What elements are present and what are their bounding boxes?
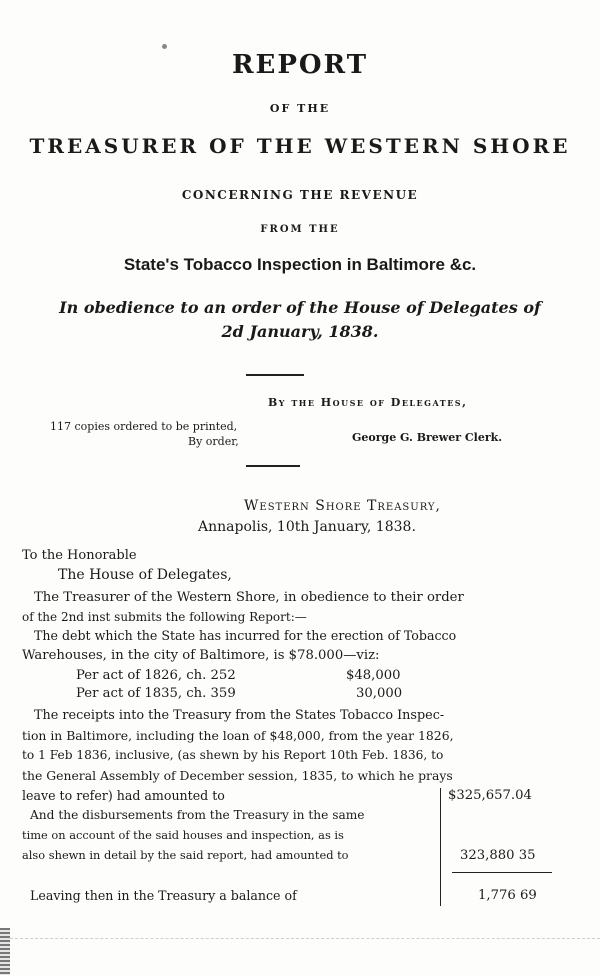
- of-the-line: OF THE: [269, 102, 331, 115]
- inspection-heading: State's Tobacco Inspection in Baltimore &c.: [123, 255, 477, 274]
- order-date: 2d January, 1838.: [221, 322, 379, 341]
- body-line: Warehouses, in the city of Baltimore, is $78.000—viz:: [22, 648, 380, 663]
- act-amount: 30,000: [356, 686, 403, 701]
- clerk-signature: George G. Brewer Clerk.: [352, 431, 503, 444]
- balance-amount: 1,776 69: [478, 888, 537, 903]
- disbursement-line: time on account of the said houses and inspection, as is: [22, 828, 344, 842]
- receipts-line: leave to refer) had amounted to: [22, 788, 225, 803]
- concerning-line: CONCERNING THE REVENUE: [181, 188, 419, 202]
- treasurer-heading: TREASURER OF THE WESTERN SHORE: [29, 134, 571, 158]
- copies-line: 117 copies ordered to be printed,: [50, 420, 238, 433]
- receipts-line: The receipts into the Treasury from the States Tobacco Inspec-: [34, 708, 445, 723]
- disbursement-line: And the disbursements from the Treasury in the same: [30, 808, 365, 822]
- disbursement-line: also shewn in detail by the said report, had amounted to: [22, 848, 349, 862]
- act-label: Per act of 1826, ch. 252: [76, 668, 236, 683]
- ledger-column-rule: [440, 788, 441, 906]
- act-label: Per act of 1835, ch. 359: [76, 686, 236, 701]
- body-line: of the 2nd inst submits the following Report:—: [22, 610, 307, 624]
- salutation-line-2: The House of Delegates,: [58, 567, 232, 583]
- receipts-line: tion in Baltimore, including the loan of $48,000, from the year 1826,: [22, 728, 454, 743]
- report-title: REPORT: [231, 50, 369, 80]
- ink-speck: [162, 44, 167, 49]
- disbursement-amount: 323,880 35: [460, 848, 536, 863]
- by-order-line: By order,: [188, 435, 239, 448]
- body-line: The debt which the State has incurred for the erection of Tobacco: [34, 628, 457, 643]
- from-the-line: FROM THE: [260, 224, 340, 235]
- by-house-line: By the House of Delegates,: [268, 396, 468, 409]
- page-edge-line: [0, 938, 600, 940]
- divider-rule-bottom: [246, 465, 300, 467]
- receipts-line: to 1 Feb 1836, inclusive, (as shewn by his Report 10th Feb. 1836, to: [22, 748, 444, 762]
- treasury-heading: Western Shore Treasury,: [244, 498, 441, 514]
- place-date-line: Annapolis, 10th January, 1838.: [198, 519, 416, 535]
- obedience-line: In obedience to an order of the House of Delegates of: [59, 298, 541, 317]
- divider-rule-top: [246, 374, 304, 376]
- balance-label: Leaving then in the Treasury a balance of: [30, 888, 297, 903]
- body-line: The Treasurer of the Western Shore, in obedience to their order: [34, 590, 464, 605]
- act-amount: $48,000: [346, 668, 401, 683]
- salutation-line-1: To the Honorable: [22, 548, 137, 563]
- receipts-line: the General Assembly of December session, 1835, to which he prays: [22, 768, 453, 783]
- ledger-sum-rule: [452, 872, 552, 873]
- scan-edge-strip: [0, 928, 10, 975]
- receipts-amount: $325,657.04: [448, 788, 532, 803]
